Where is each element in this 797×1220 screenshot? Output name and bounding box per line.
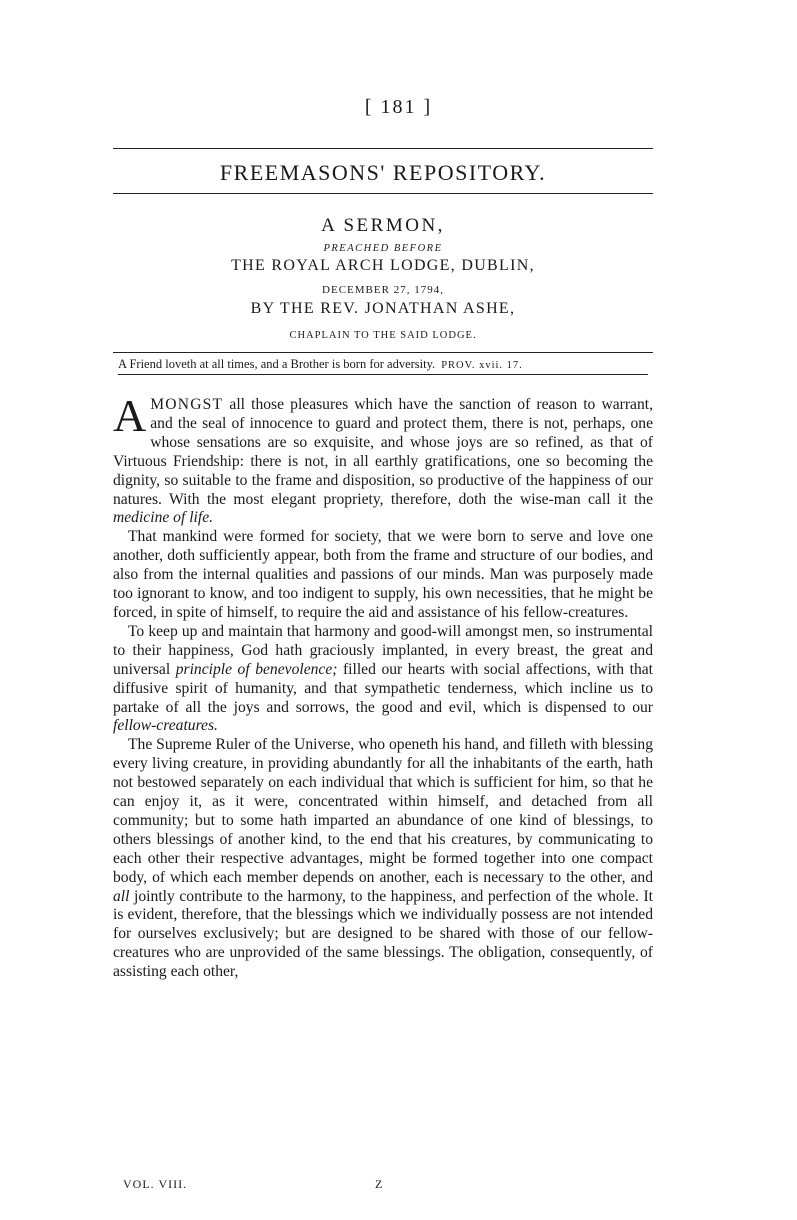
paragraph-3-text-a: To keep up and maintain that harmony and good-will amongst men, so instrumental to their happiness, God hath graciously implanted, in every breast, the great and universal [113,622,653,678]
epigraph [118,357,648,372]
top-rule [113,148,653,149]
signature-mark: Z [375,1177,384,1191]
sermon-title: A SERMON, [321,215,445,236]
author-role: CHAPLAIN TO THE SAID LODGE. [289,330,477,341]
paragraph-4 [113,736,653,982]
masthead-title: FREEMASONS' REPOSITORY. [219,160,547,185]
first-word: MONGST [150,396,224,413]
paragraph-4-text-a: The Supreme Ruler of the Universe, who openeth his hand, and filleth with blessing every living creature, in providing abundantly for all the inhabitants of the earth, hath not bestowed separately on each individual that which is sufficient for him, so that he can enjoy it, as it were, concentrated within himself, and detached from all community; but to some hath imparted an abundance of one kind of blessings, to others blessings of another kind, to the end that his creatures, by communicating to each other their respective advantages, might be formed together into one compact body, of which each member depends on another, each is necessary to the other, and [113,736,653,886]
paragraph-3-italic-a: principle of benevolence; [175,660,338,678]
epigraph-reference: PROV. xvii. 17. [441,360,523,371]
lodge-name: THE ROYAL ARCH LODGE, DUBLIN, [231,257,535,274]
preached-before: PREACHED BEFORE [323,243,443,254]
page-footer [123,1177,643,1193]
sermon-date: DECEMBER 27, 1794, [322,284,444,296]
drop-cap: A [113,390,147,441]
epigraph-top-rule [113,352,653,353]
masthead-rule [113,193,653,194]
paragraph-4-text-b: jointly contribute to the harmony, to the happiness, and perfection of the whole. It is evident, therefore, that the blessings which we individually possess are not intended for ourselves exclusively; but are designed to be shared with those of our fellow-creatures who are unprovided of the same blessings. The obligation, consequently, of assisting each other, [113,887,653,981]
epigraph-bottom-rule [118,374,648,375]
epigraph-text: A Friend loveth at all times, and a Brother is born for adversity. [118,357,436,371]
paragraph-3-text-b: filled our hearts with social affections, with that diffusive spirit of humanity, and that sympathetic tenderness, which incline us to partake of all the joys and sorrows, the good and evil, which is dispensed to our [113,660,653,716]
sermon-body [113,390,653,982]
paragraph-4-italic: all [113,887,130,905]
paragraph-3 [113,623,653,736]
paragraph-1 [113,390,653,528]
paragraph-3-italic-b: fellow-creatures. [113,717,218,735]
paragraph-2: That mankind were formed for society, that we were born to serve and love one another, doth sufficiently appear, both from the frame and structure of our bodies, and also from the internal qualities and passions of our minds. Man was purposely made too ignorant to know, and too indigent to supply, his own necessities, that he might be forced, in spite of himself, to require the aid and assistance of his fellow-creatures. [113,528,653,621]
page-number: [ 181 ] [364,96,433,118]
paragraph-1-italic: medicine of life. [113,509,214,527]
sermon-author: BY THE REV. JONATHAN ASHE, [250,300,516,317]
paragraph-1-text: all those pleasures which have the sanction of reason to warrant, and the seal of innocence to guard and protect them, there is not, perhaps, one whose sensations are so exquisite, and whose joys are so refined, as that of Virtuous Friendship: there is not, in all earthly gratifications, one so becoming the dignity, so suitable to the frame and disposition, so productive of the happiness of our natures. With the most elegant propriety, therefore, doth the wise-man call it the [113,396,653,508]
volume-label: VOL. VIII. [123,1177,188,1191]
